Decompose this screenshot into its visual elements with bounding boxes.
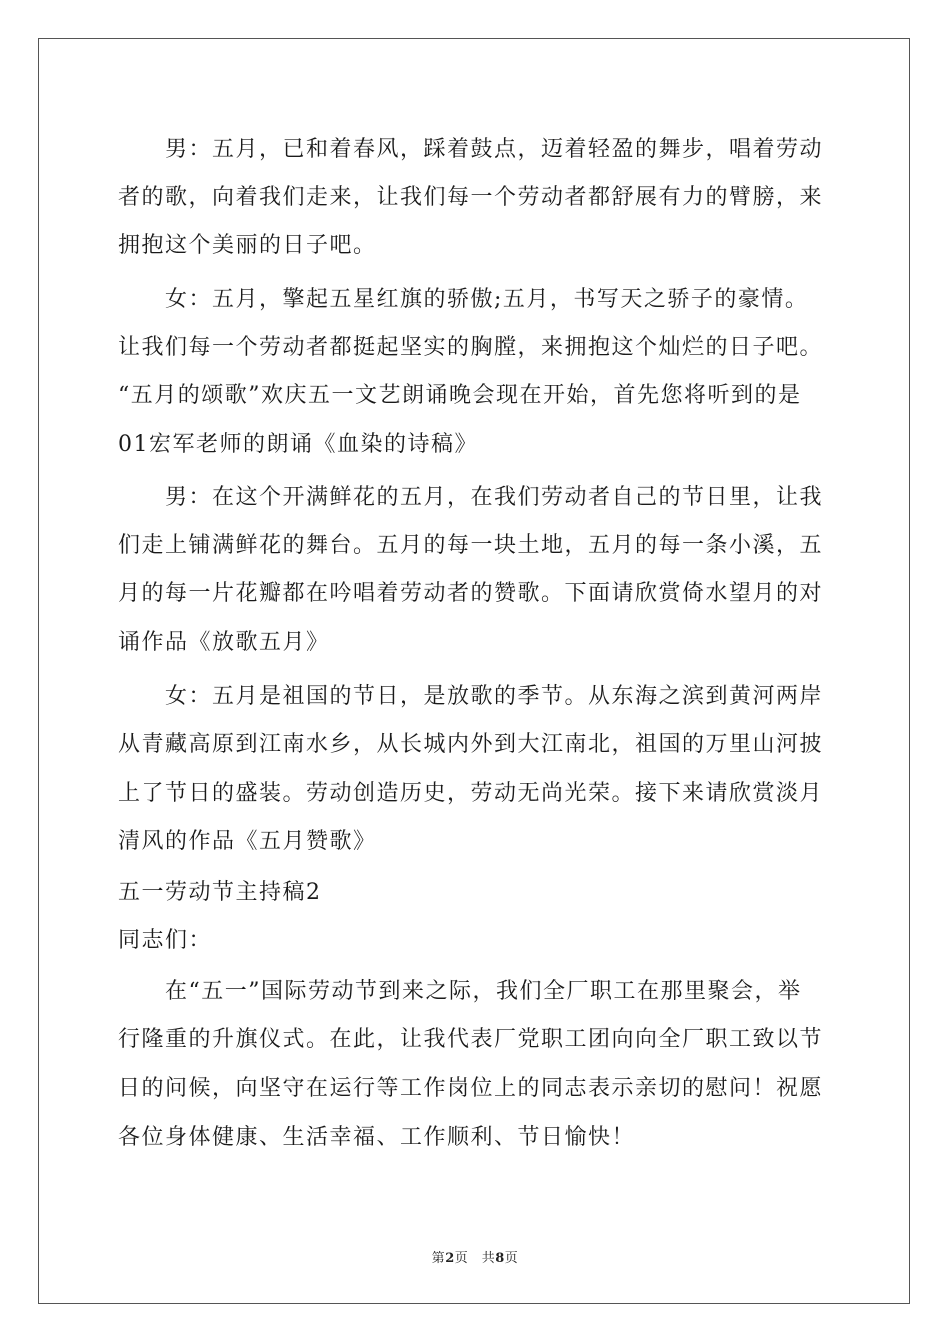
text-line-18: 在“五一”国际劳动节到来之际，我们全厂职工在那里聚会，举: [118, 979, 802, 1004]
footer-suffix: 页: [504, 1251, 519, 1266]
text-line-12: 女：五月是祖国的节日，是放歌的季节。从东海之滨到黄河两岸: [118, 684, 824, 709]
text-line-4: 女：五月，擎起五星红旗的骄傲;五月，书写天之骄子的豪情。: [118, 287, 809, 312]
salutation: 同志们：: [118, 928, 213, 953]
text-line-10: 月的每一片花瓣都在吟唱着劳动者的赞歌。下面请欣赏倚水望月的对: [118, 581, 824, 606]
text-line-6: “五月的颂歌”欢庆五一文艺朗诵晚会现在开始，首先您将听到的是: [118, 383, 802, 408]
text-line-11: 诵作品《放歌五月》: [118, 630, 330, 655]
footer-prefix: 第: [431, 1251, 446, 1266]
text-line-15: 清风的作品《五月赞歌》: [118, 829, 377, 854]
footer-middle: 页 共: [454, 1251, 496, 1266]
text-line-3: 拥抱这个美丽的日子吧。: [118, 233, 377, 258]
text-line-19: 行隆重的升旗仪式。在此，让我代表厂党职工团向向全厂职工致以节: [118, 1027, 824, 1052]
text-line-7: 01宏军老师的朗诵《血染的诗稿》: [118, 432, 478, 457]
total-page-number: 8: [495, 1251, 505, 1266]
text-line-21: 各位身体健康、生活幸福、工作顺利、节日愉快！: [118, 1125, 636, 1150]
text-line-13: 从青藏高原到江南水乡，从长城内外到大江南北，祖国的万里山河披: [118, 732, 824, 757]
page-border: [38, 38, 910, 1304]
section-heading: 五一劳动节主持稿2: [118, 880, 322, 905]
text-line-2: 者的歌，向着我们走来，让我们每一个劳动者都舒展有力的臂膀，来: [118, 185, 824, 210]
text-line-14: 上了节日的盛装。劳动创造历史，劳动无尚光荣。接下来请欣赏淡月: [118, 781, 824, 806]
text-line-8: 男：在这个开满鲜花的五月，在我们劳动者自己的节日里，让我: [118, 485, 824, 510]
text-line-9: 们走上铺满鲜花的舞台。五月的每一块土地，五月的每一条小溪，五: [118, 533, 824, 558]
text-line-20: 日的问候，向坚守在运行等工作岗位上的同志表示亲切的慰问！祝愿: [118, 1076, 824, 1101]
text-line-5: 让我们每一个劳动者都挺起坚实的胸膛，来拥抱这个灿烂的日子吧。: [118, 335, 824, 360]
text-line-1: 男：五月，已和着春风，踩着鼓点，迈着轻盈的舞步，唱着劳动: [118, 137, 824, 162]
page-number-footer: [0, 1247, 950, 1266]
current-page-number: 2: [445, 1251, 455, 1266]
